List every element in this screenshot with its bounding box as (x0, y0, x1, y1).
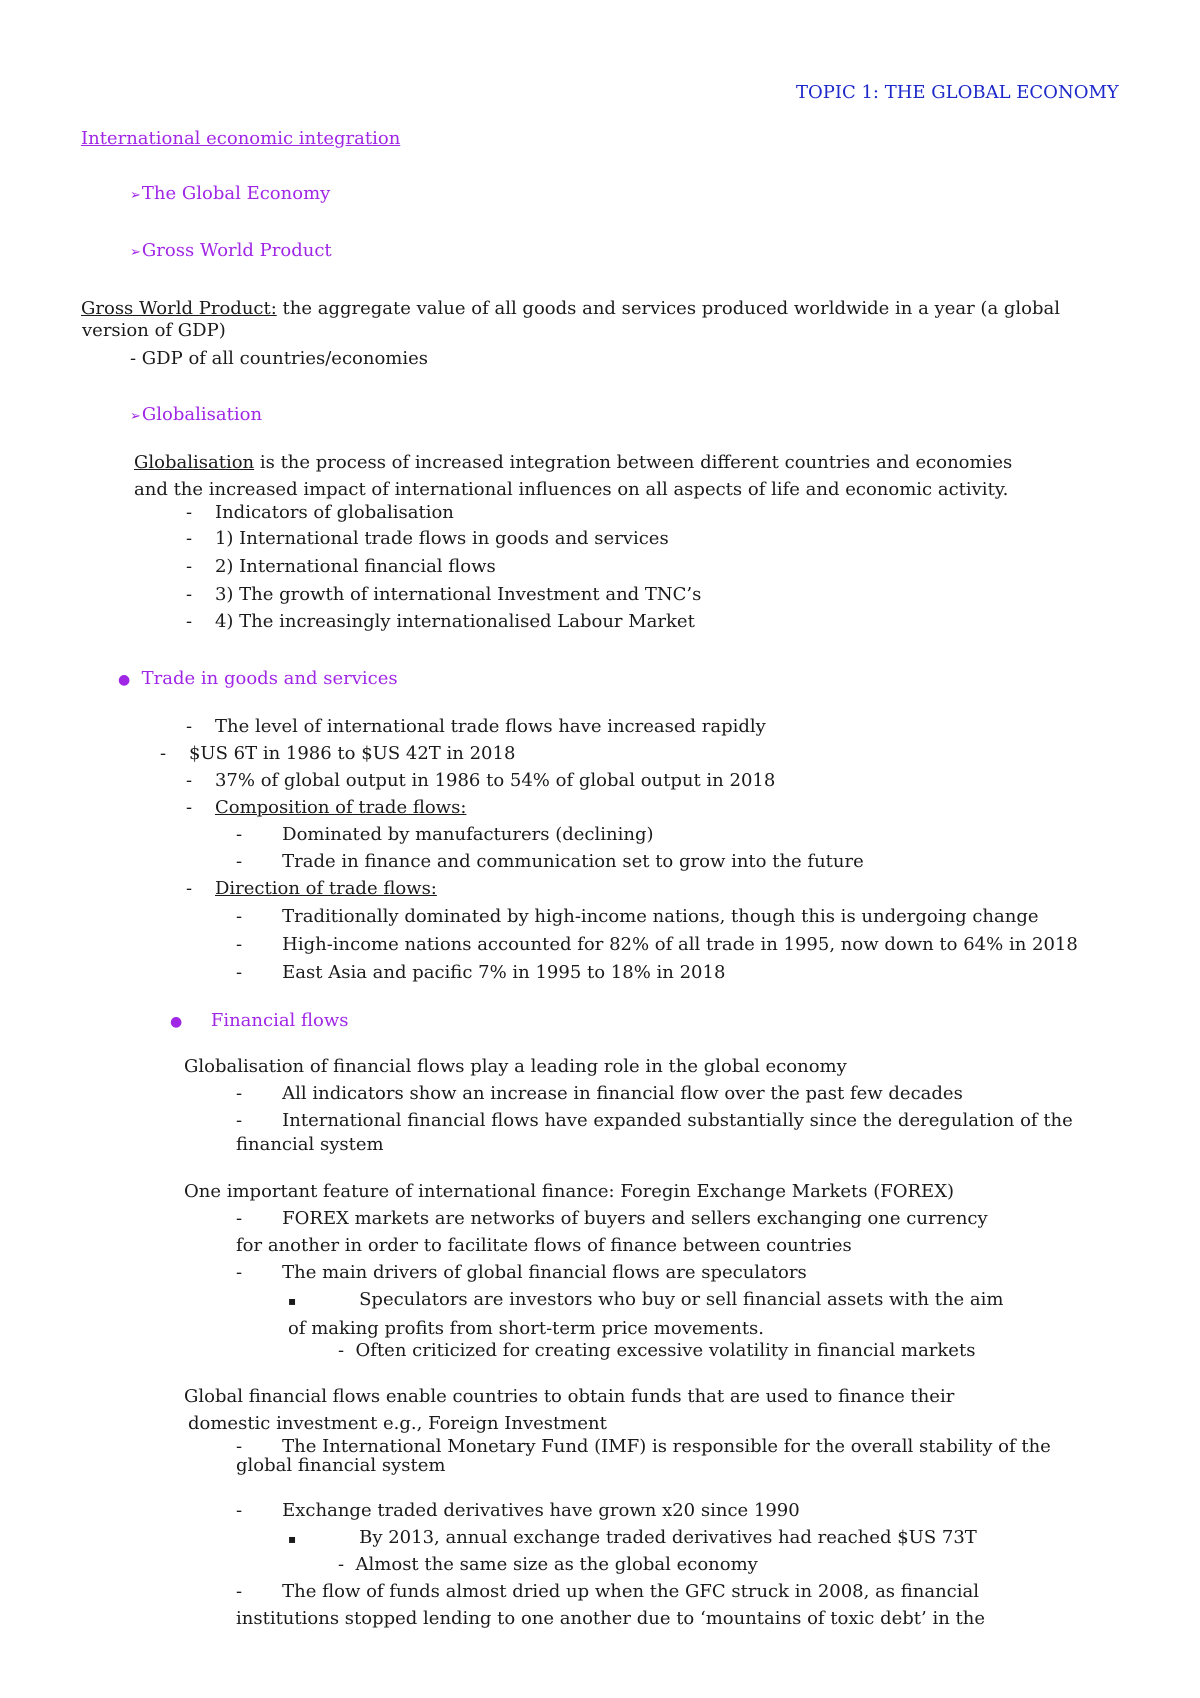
subhead-trade: ● Trade in goods and services (118, 668, 398, 689)
list-item-continuation: of making profits from short-term price movements. (288, 1318, 765, 1339)
list-item-continuation: for another in order to facilitate flows of finance between countries (236, 1235, 852, 1256)
section-title: International economic integration (81, 128, 401, 149)
paragraph-line: domestic investment e.g., Foreign Investment (188, 1413, 607, 1434)
list-item: - 4) The increasingly internationalised Labour Market (186, 611, 695, 632)
subhead-financial-flows: ● Financial flows (170, 1010, 349, 1031)
list-item: - East Asia and pacific 7% in 1995 to 18% in 2018 (236, 962, 726, 983)
subhead-globalisation: ➢Globalisation (130, 404, 263, 425)
list-item: - Trade in finance and communication set to grow into the future (236, 851, 864, 872)
list-item: - All indicators show an increase in financial flow over the past few decades (236, 1083, 963, 1104)
arrow-bullet-icon: ➢ (130, 409, 141, 424)
list-item-continuation: institutions stopped lending to one another due to ‘mountains of toxic debt’ in the (236, 1608, 986, 1629)
list-item: - Composition of trade flows: (186, 797, 467, 818)
list-item: - Almost the same size as the global economy (338, 1554, 758, 1575)
list-item: - 1) International trade flows in goods and services (186, 528, 669, 549)
list-item: - Exchange traded derivatives have grown x20 since 1990 (236, 1500, 800, 1521)
gwp-definition-line-2: version of GDP) (82, 320, 226, 341)
paragraph-line: One important feature of international finance: Foregin Exchange Markets (FOREX) (184, 1181, 955, 1202)
dot-bullet-icon: ● (170, 1014, 183, 1030)
list-item: - International financial flows have expanded substantially since the deregulation of the (236, 1110, 1073, 1131)
dot-bullet-icon: ● (118, 672, 131, 688)
list-item: - $US 6T in 1986 to $US 42T in 2018 (160, 743, 516, 764)
paragraph-line: Globalisation of financial flows play a leading role in the global economy (184, 1056, 847, 1077)
gwp-sub-item: - GDP of all countries/economies (130, 348, 429, 369)
gwp-definition-line-1: Gross World Product: the aggregate value of all goods and services produced worldwide in a year (a global (81, 298, 1061, 319)
list-item: - The International Monetary Fund (IMF) is responsible for the overall stability of the (236, 1436, 1051, 1457)
list-item: ▪ By 2013, annual exchange traded derivatives had reached $US 73T (288, 1527, 977, 1548)
list-item: - The level of international trade flows have increased rapidly (186, 716, 766, 737)
globalisation-term: Globalisation (134, 452, 255, 473)
list-item: - Dominated by manufacturers (declining) (236, 824, 654, 845)
arrow-bullet-icon: ➢ (130, 245, 141, 260)
list-item: - The flow of funds almost dried up when the GFC struck in 2008, as financial (236, 1581, 980, 1602)
list-item: - Often criticized for creating excessive volatility in financial markets (338, 1340, 976, 1361)
list-item-continuation: financial system (236, 1134, 384, 1155)
subhead-global-economy: ➢The Global Economy (130, 183, 331, 204)
topic-heading: TOPIC 1: THE GLOBAL ECONOMY (796, 82, 1119, 103)
list-item: - FOREX markets are networks of buyers and sellers exchanging one currency (236, 1208, 988, 1229)
paragraph-line: Global financial flows enable countries to obtain funds that are used to finance their (184, 1386, 955, 1407)
list-item: - Direction of trade flows: (186, 878, 437, 899)
list-item: - Traditionally dominated by high-income nations, though this is undergoing change (236, 906, 1039, 927)
list-item: ▪ Speculators are investors who buy or sell financial assets with the aim (288, 1289, 1004, 1310)
globalisation-definition-line-1: Globalisation is the process of increased integration between different countries and economies (134, 452, 1013, 473)
list-item-continuation: global financial system (236, 1455, 446, 1476)
list-item: - High-income nations accounted for 82% of all trade in 1995, now down to 64% in 2018 (236, 934, 1078, 955)
list-item: - The main drivers of global financial flows are speculators (236, 1262, 807, 1283)
list-item: - 3) The growth of international Investment and TNC’s (186, 584, 702, 605)
list-item: - 37% of global output in 1986 to 54% of global output in 2018 (186, 770, 776, 791)
globalisation-definition-line-2: and the increased impact of international influences on all aspects of life and economic activity. (134, 479, 1009, 500)
list-item: - Indicators of globalisation (186, 502, 454, 523)
list-item: - 2) International financial flows (186, 556, 496, 577)
subhead-gross-world-product: ➢Gross World Product (130, 240, 332, 261)
gwp-term: Gross World Product: (81, 298, 277, 319)
arrow-bullet-icon: ➢ (130, 188, 141, 203)
